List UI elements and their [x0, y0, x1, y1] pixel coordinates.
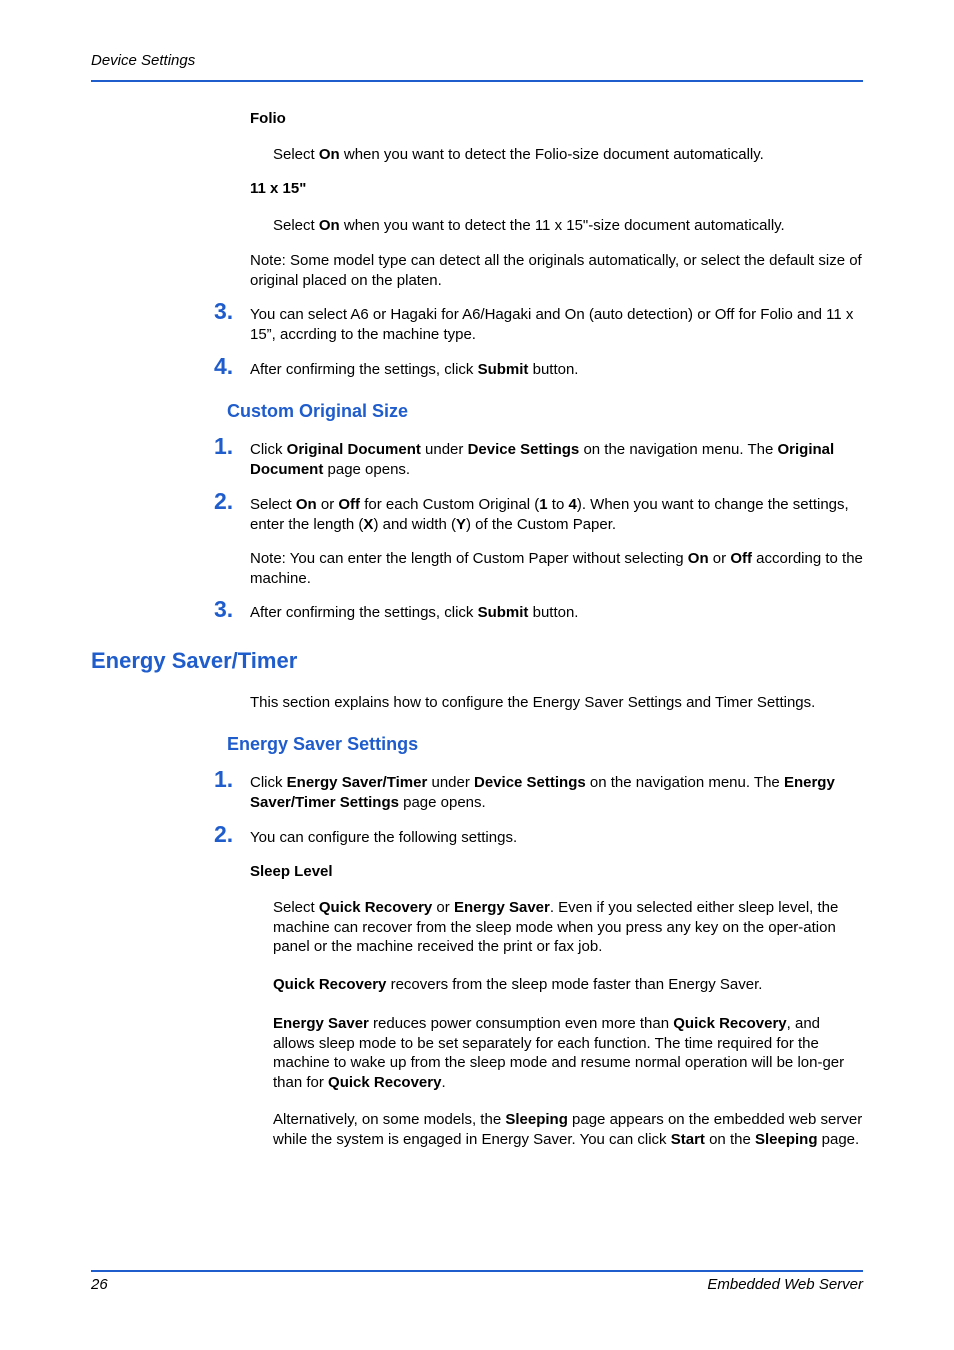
- term-sleep-level: Sleep Level: [250, 863, 333, 880]
- quick-recovery-paragraph: Quick Recovery recovers from the sleep mode faster than Energy Saver.: [273, 976, 763, 993]
- term-11x15: 11 x 15": [250, 180, 307, 197]
- step-number: 2.: [214, 488, 234, 514]
- step-text: You can select A6 or Hagaki for A6/Hagaki and On (auto detection) or Off for Folio and 11 x 15”, accrding to the machine type.: [250, 306, 854, 343]
- 11x15-description: Select On when you want to detect the 11 x 15"-size document automatically.: [273, 217, 785, 234]
- step-text: Select On or Off for each Custom Original (1 to 4). When you want to change the settings, enter the length (X) and width (Y) of the Custom Paper.: [250, 496, 849, 533]
- running-header: Device Settings: [91, 52, 196, 69]
- step-number: 3.: [214, 596, 234, 622]
- step-number: 4.: [214, 353, 234, 379]
- step-number: 3.: [214, 298, 234, 324]
- page-number: 26: [91, 1276, 108, 1293]
- folio-description: Select On when you want to detect the Folio-size document automatically.: [273, 146, 764, 163]
- sleep-level-paragraph: Select Quick Recovery or Energy Saver. Even if you selected either sleep level, the machine can recover from the sleep mode when you press any key on the oper-ation panel or the machine received the print or fax job.: [273, 899, 839, 955]
- step-number: 2.: [214, 821, 234, 847]
- note-auto-detect: Note: Some model type can detect all the originals automatically, or select the default size of original placed on the platen.: [250, 252, 862, 289]
- heading-custom-original-size: Custom Original Size: [227, 401, 409, 421]
- heading-energy-saver-settings: Energy Saver Settings: [227, 734, 419, 754]
- sleeping-page-paragraph: Alternatively, on some models, the Sleeping page appears on the embedded web server while the system is engaged in Energy Saver. You can click Start on the Sleeping page.: [273, 1111, 863, 1148]
- step-text: After confirming the settings, click Submit button.: [250, 361, 579, 378]
- step-text: You can configure the following settings.: [250, 829, 518, 846]
- note-custom-paper: Note: You can enter the length of Custom Paper without selecting On or Off according to the machine.: [250, 550, 863, 587]
- step-number: 1.: [214, 433, 234, 459]
- header-rule: [91, 80, 863, 82]
- term-folio: Folio: [250, 110, 286, 127]
- step-number: 1.: [214, 766, 234, 792]
- footer-title: Embedded Web Server: [707, 1276, 863, 1293]
- step-text: After confirming the settings, click Submit button.: [250, 604, 579, 621]
- section-intro: This section explains how to configure the Energy Saver Settings and Timer Settings.: [250, 694, 816, 711]
- step-text: Click Original Document under Device Settings on the navigation menu. The Original Document page opens.: [250, 441, 835, 478]
- footer-rule: [91, 1270, 863, 1272]
- heading-energy-saver-timer: Energy Saver/Timer: [91, 648, 298, 673]
- step-text: Click Energy Saver/Timer under Device Settings on the navigation menu. The Energy Saver/Timer Settings page opens.: [250, 774, 835, 811]
- energy-saver-paragraph: Energy Saver reduces power consumption even more than Quick Recovery, and allows sleep mode to be set separately for each function. The time required for the machine to wake up from the sleep mode and resume normal operation will be lon-ger than for Quick Recovery.: [273, 1015, 845, 1091]
